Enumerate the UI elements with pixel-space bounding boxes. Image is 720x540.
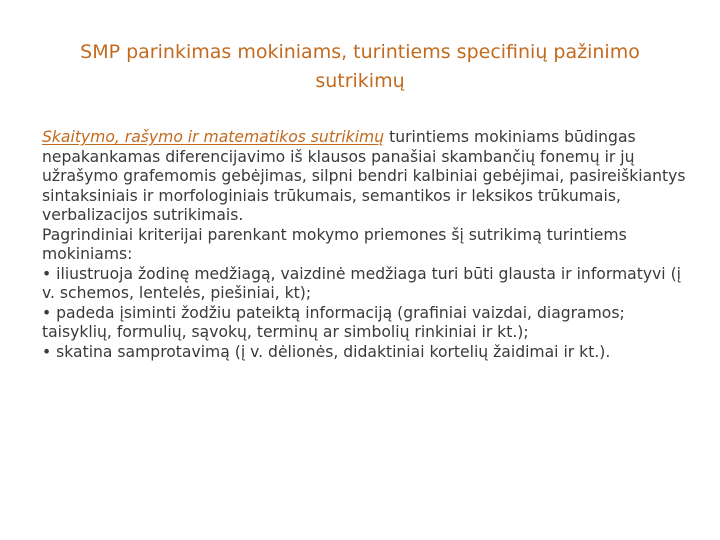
bullet-item-2: • padeda įsiminti žodžiu pateiktą informaciją (grafiniai vaizdai, diagramos; taisyklių, formulių, sąvokų, terminų ar simbolių rinkiniai ir kt.); (42, 303, 625, 341)
slide-body (42, 128, 692, 362)
intro-rest: turintiems mokiniams būdingas nepakankamas diferencijavimo iš klausos panašiai skambančių fonemų ir jų užrašymo grafemomis gebėjimas, silpni bendri kalbiniai gebėjimai, pasireiškiantys sintaksiniais ir morfologiniais trūkumais, semantikos ir leksikos trūkumais, verbalizacijos sutrikimais. (42, 128, 686, 224)
slide-title: SMP parinkimas mokiniams, turintiems specifinių pažinimo sutrikimų (80, 41, 640, 92)
criteria-heading: Pagrindiniai kriterijai parenkant mokymo priemones šį sutrikimą turintiems mokiniams: (42, 225, 627, 263)
intro-paragraph (42, 128, 692, 226)
bullet-item-3: • skatina samprotavimą (į v. dėlionės, didaktiniai kortelių žaidimai ir kt.). (42, 342, 611, 361)
intro-highlight: Skaitymo, rašymo ir matematikos sutrikimų (42, 128, 385, 146)
bullet-item-1: • iliustruoja žodinę medžiagą, vaizdinė medžiaga turi būti glausta ir informatyvi (į v. schemos, lentelės, piešiniai, kt); (42, 264, 682, 302)
